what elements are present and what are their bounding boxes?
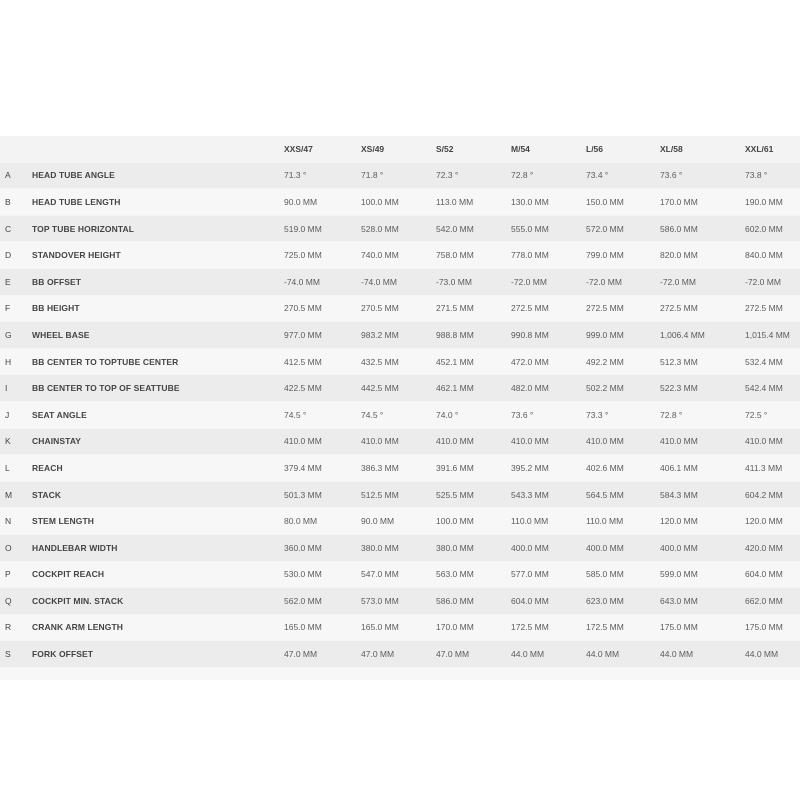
- row-letter: J: [0, 401, 32, 428]
- cell-value: 623.0 MM: [586, 588, 660, 615]
- cell-value: 999.0 MM: [586, 322, 660, 349]
- table-row: [0, 295, 800, 322]
- cell-value: 110.0 MM: [586, 508, 660, 535]
- cell-value: 585.0 MM: [586, 561, 660, 588]
- row-label: BB CENTER TO TOPTUBE CENTER: [32, 348, 284, 375]
- cell-value: 1,006.4 MM: [660, 322, 745, 349]
- cell-value: 391.6 MM: [436, 455, 511, 482]
- cell-value: 100.0 MM: [361, 189, 436, 216]
- cell-value: 542.4 MM: [745, 375, 800, 402]
- cell-value: 410.0 MM: [745, 428, 800, 455]
- table-row: [0, 641, 800, 668]
- cell-value: 462.1 MM: [436, 375, 511, 402]
- letter-header: [0, 136, 32, 162]
- cell-value: 379.4 MM: [284, 455, 361, 482]
- cell-value: 577.0 MM: [511, 561, 586, 588]
- cell-value: 172.5 MM: [586, 614, 660, 641]
- cell-value: 411.3 MM: [745, 455, 800, 482]
- cell-value: 73.3 °: [586, 401, 660, 428]
- row-label: BB CENTER TO TOP OF SEATTUBE: [32, 375, 284, 402]
- cell-value: 44.0 MM: [660, 641, 745, 668]
- size-header: XS/49: [361, 136, 436, 162]
- cell-value: -74.0 MM: [284, 268, 361, 295]
- footer-cell: [0, 667, 32, 680]
- size-header: XXS/47: [284, 136, 361, 162]
- cell-value: 410.0 MM: [660, 428, 745, 455]
- cell-value: 271.5 MM: [436, 295, 511, 322]
- cell-value: 988.8 MM: [436, 322, 511, 349]
- table-row: [0, 508, 800, 535]
- cell-value: 410.0 MM: [586, 428, 660, 455]
- cell-value: 410.0 MM: [511, 428, 586, 455]
- footer-cell: [511, 667, 586, 680]
- table-row: [0, 242, 800, 269]
- cell-value: 422.5 MM: [284, 375, 361, 402]
- row-letter: S: [0, 641, 32, 668]
- cell-value: 110.0 MM: [511, 508, 586, 535]
- cell-value: 983.2 MM: [361, 322, 436, 349]
- size-header: M/54: [511, 136, 586, 162]
- row-letter: R: [0, 614, 32, 641]
- cell-value: 120.0 MM: [745, 508, 800, 535]
- cell-value: 501.3 MM: [284, 481, 361, 508]
- cell-value: 272.5 MM: [511, 295, 586, 322]
- cell-value: -73.0 MM: [436, 268, 511, 295]
- cell-value: 410.0 MM: [284, 428, 361, 455]
- cell-value: 175.0 MM: [745, 614, 800, 641]
- cell-value: 175.0 MM: [660, 614, 745, 641]
- cell-value: 402.6 MM: [586, 455, 660, 482]
- cell-value: 572.0 MM: [586, 215, 660, 242]
- cell-value: 120.0 MM: [660, 508, 745, 535]
- row-label: BB HEIGHT: [32, 295, 284, 322]
- cell-value: 725.0 MM: [284, 242, 361, 269]
- size-header: S/52: [436, 136, 511, 162]
- cell-value: 395.2 MM: [511, 455, 586, 482]
- cell-value: -72.0 MM: [745, 268, 800, 295]
- size-header: XL/58: [660, 136, 745, 162]
- row-label: TOP TUBE HORIZONTAL: [32, 215, 284, 242]
- cell-value: 73.4 °: [586, 162, 660, 189]
- row-letter: Q: [0, 588, 32, 615]
- cell-value: 519.0 MM: [284, 215, 361, 242]
- row-label: STANDOVER HEIGHT: [32, 242, 284, 269]
- geometry-table: [0, 136, 800, 680]
- table-row: [0, 534, 800, 561]
- cell-value: 530.0 MM: [284, 561, 361, 588]
- table-row: [0, 162, 800, 189]
- row-letter: N: [0, 508, 32, 535]
- table-row: [0, 268, 800, 295]
- cell-value: 74.5 °: [284, 401, 361, 428]
- row-label: REACH: [32, 455, 284, 482]
- cell-value: 542.0 MM: [436, 215, 511, 242]
- table-row: [0, 561, 800, 588]
- cell-value: 44.0 MM: [745, 641, 800, 668]
- row-label: HEAD TUBE ANGLE: [32, 162, 284, 189]
- row-label: SEAT ANGLE: [32, 401, 284, 428]
- cell-value: 400.0 MM: [660, 534, 745, 561]
- cell-value: 528.0 MM: [361, 215, 436, 242]
- cell-value: 190.0 MM: [745, 189, 800, 216]
- cell-value: -72.0 MM: [511, 268, 586, 295]
- cell-value: 543.3 MM: [511, 481, 586, 508]
- cell-value: 410.0 MM: [436, 428, 511, 455]
- cell-value: 170.0 MM: [436, 614, 511, 641]
- row-letter: B: [0, 189, 32, 216]
- cell-value: 73.8 °: [745, 162, 800, 189]
- label-header: [32, 136, 284, 162]
- cell-value: 586.0 MM: [660, 215, 745, 242]
- cell-value: 586.0 MM: [436, 588, 511, 615]
- cell-value: 602.0 MM: [745, 215, 800, 242]
- cell-value: 977.0 MM: [284, 322, 361, 349]
- cell-value: 820.0 MM: [660, 242, 745, 269]
- table-footer-spacer: [0, 667, 800, 680]
- row-label: STEM LENGTH: [32, 508, 284, 535]
- row-letter: D: [0, 242, 32, 269]
- table-body: [0, 162, 800, 680]
- cell-value: 492.2 MM: [586, 348, 660, 375]
- table-row: [0, 348, 800, 375]
- table-row: [0, 215, 800, 242]
- cell-value: 432.5 MM: [361, 348, 436, 375]
- cell-value: 564.5 MM: [586, 481, 660, 508]
- cell-value: 400.0 MM: [586, 534, 660, 561]
- row-label: WHEEL BASE: [32, 322, 284, 349]
- header-row: [0, 136, 800, 162]
- cell-value: -72.0 MM: [660, 268, 745, 295]
- cell-value: 72.8 °: [660, 401, 745, 428]
- cell-value: 165.0 MM: [284, 614, 361, 641]
- cell-value: 74.0 °: [436, 401, 511, 428]
- cell-value: 400.0 MM: [511, 534, 586, 561]
- cell-value: 410.0 MM: [361, 428, 436, 455]
- cell-value: 47.0 MM: [361, 641, 436, 668]
- cell-value: 72.8 °: [511, 162, 586, 189]
- cell-value: 272.5 MM: [586, 295, 660, 322]
- cell-value: 100.0 MM: [436, 508, 511, 535]
- table-row: [0, 588, 800, 615]
- cell-value: 47.0 MM: [284, 641, 361, 668]
- cell-value: 512.3 MM: [660, 348, 745, 375]
- cell-value: 778.0 MM: [511, 242, 586, 269]
- row-label: CHAINSTAY: [32, 428, 284, 455]
- cell-value: 562.0 MM: [284, 588, 361, 615]
- cell-value: 172.5 MM: [511, 614, 586, 641]
- cell-value: 47.0 MM: [436, 641, 511, 668]
- cell-value: 73.6 °: [511, 401, 586, 428]
- cell-value: 604.0 MM: [745, 561, 800, 588]
- cell-value: 799.0 MM: [586, 242, 660, 269]
- table-row: [0, 455, 800, 482]
- row-label: CRANK ARM LENGTH: [32, 614, 284, 641]
- cell-value: 442.5 MM: [361, 375, 436, 402]
- cell-value: 71.8 °: [361, 162, 436, 189]
- cell-value: -72.0 MM: [586, 268, 660, 295]
- cell-value: 555.0 MM: [511, 215, 586, 242]
- cell-value: 150.0 MM: [586, 189, 660, 216]
- row-letter: I: [0, 375, 32, 402]
- cell-value: 80.0 MM: [284, 508, 361, 535]
- cell-value: 412.5 MM: [284, 348, 361, 375]
- cell-value: 599.0 MM: [660, 561, 745, 588]
- cell-value: 272.5 MM: [745, 295, 800, 322]
- cell-value: 386.3 MM: [361, 455, 436, 482]
- table-row: [0, 614, 800, 641]
- footer-cell: [284, 667, 361, 680]
- cell-value: 472.0 MM: [511, 348, 586, 375]
- size-header: L/56: [586, 136, 660, 162]
- row-letter: O: [0, 534, 32, 561]
- cell-value: 380.0 MM: [361, 534, 436, 561]
- row-label: BB OFFSET: [32, 268, 284, 295]
- cell-value: 113.0 MM: [436, 189, 511, 216]
- cell-value: 130.0 MM: [511, 189, 586, 216]
- cell-value: 71.3 °: [284, 162, 361, 189]
- cell-value: 840.0 MM: [745, 242, 800, 269]
- row-letter: C: [0, 215, 32, 242]
- cell-value: 1,015.4 MM: [745, 322, 800, 349]
- row-letter: M: [0, 481, 32, 508]
- table-row: [0, 189, 800, 216]
- cell-value: 380.0 MM: [436, 534, 511, 561]
- row-label: COCKPIT MIN. STACK: [32, 588, 284, 615]
- cell-value: 502.2 MM: [586, 375, 660, 402]
- footer-cell: [361, 667, 436, 680]
- cell-value: 573.0 MM: [361, 588, 436, 615]
- cell-value: 73.6 °: [660, 162, 745, 189]
- row-letter: P: [0, 561, 32, 588]
- cell-value: 72.3 °: [436, 162, 511, 189]
- footer-cell: [745, 667, 800, 680]
- cell-value: 512.5 MM: [361, 481, 436, 508]
- cell-value: 74.5 °: [361, 401, 436, 428]
- cell-value: 604.0 MM: [511, 588, 586, 615]
- row-letter: A: [0, 162, 32, 189]
- table-row: [0, 481, 800, 508]
- cell-value: 165.0 MM: [361, 614, 436, 641]
- cell-value: 990.8 MM: [511, 322, 586, 349]
- footer-cell: [660, 667, 745, 680]
- cell-value: 662.0 MM: [745, 588, 800, 615]
- table-row: [0, 375, 800, 402]
- row-letter: G: [0, 322, 32, 349]
- cell-value: 420.0 MM: [745, 534, 800, 561]
- cell-value: 270.5 MM: [284, 295, 361, 322]
- row-label: HEAD TUBE LENGTH: [32, 189, 284, 216]
- cell-value: 44.0 MM: [511, 641, 586, 668]
- cell-value: 482.0 MM: [511, 375, 586, 402]
- table-row: [0, 322, 800, 349]
- cell-value: -74.0 MM: [361, 268, 436, 295]
- cell-value: 532.4 MM: [745, 348, 800, 375]
- footer-cell: [32, 667, 284, 680]
- table-header: [0, 136, 800, 162]
- row-letter: L: [0, 455, 32, 482]
- cell-value: 522.3 MM: [660, 375, 745, 402]
- row-label: STACK: [32, 481, 284, 508]
- cell-value: 360.0 MM: [284, 534, 361, 561]
- cell-value: 740.0 MM: [361, 242, 436, 269]
- table-row: [0, 428, 800, 455]
- row-label: COCKPIT REACH: [32, 561, 284, 588]
- cell-value: 170.0 MM: [660, 189, 745, 216]
- table-row: [0, 401, 800, 428]
- cell-value: 72.5 °: [745, 401, 800, 428]
- cell-value: 643.0 MM: [660, 588, 745, 615]
- cell-value: 604.2 MM: [745, 481, 800, 508]
- row-label: FORK OFFSET: [32, 641, 284, 668]
- cell-value: 272.5 MM: [660, 295, 745, 322]
- cell-value: 90.0 MM: [361, 508, 436, 535]
- cell-value: 452.1 MM: [436, 348, 511, 375]
- row-letter: K: [0, 428, 32, 455]
- footer-cell: [586, 667, 660, 680]
- cell-value: 406.1 MM: [660, 455, 745, 482]
- cell-value: 270.5 MM: [361, 295, 436, 322]
- cell-value: 758.0 MM: [436, 242, 511, 269]
- size-header: XXL/61: [745, 136, 800, 162]
- cell-value: 547.0 MM: [361, 561, 436, 588]
- cell-value: 563.0 MM: [436, 561, 511, 588]
- footer-cell: [436, 667, 511, 680]
- row-label: HANDLEBAR WIDTH: [32, 534, 284, 561]
- row-letter: H: [0, 348, 32, 375]
- cell-value: 584.3 MM: [660, 481, 745, 508]
- row-letter: F: [0, 295, 32, 322]
- row-letter: E: [0, 268, 32, 295]
- cell-value: 90.0 MM: [284, 189, 361, 216]
- cell-value: 525.5 MM: [436, 481, 511, 508]
- cell-value: 44.0 MM: [586, 641, 660, 668]
